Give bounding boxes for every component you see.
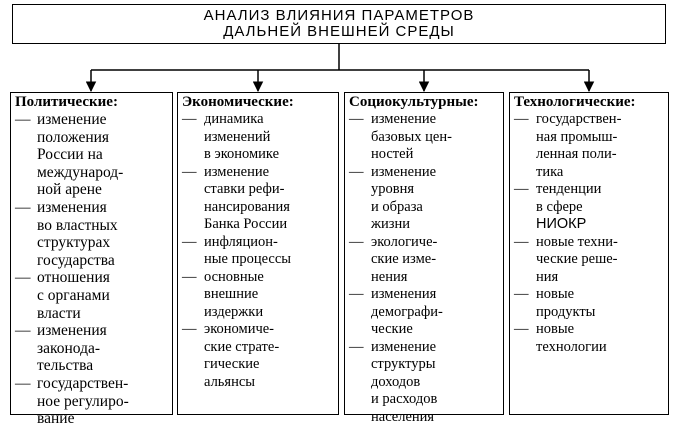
factor-item-line: базовых цен- (371, 128, 452, 145)
factor-item-line: структурах (37, 234, 111, 252)
factor-item-line: изменений (204, 128, 271, 145)
factor-item (182, 164, 335, 234)
factor-item (349, 111, 500, 164)
factor-item (182, 234, 335, 269)
factor-item-line: в сфере (536, 198, 583, 215)
factor-item (182, 321, 335, 391)
factor-item-line: — государствен- (536, 111, 622, 127)
column-heading: Технологические: (514, 94, 636, 110)
factor-item-line: ния (536, 268, 559, 285)
factor-item-line: — динамика (204, 111, 264, 127)
factor-item (514, 111, 665, 181)
factor-item-line: и образа (371, 198, 423, 215)
factor-item-line: международ- (37, 163, 124, 181)
factor-item (15, 269, 169, 322)
factor-item-line: — изменения (371, 286, 437, 302)
factor-item-line: положения (37, 128, 110, 146)
factor-item (349, 164, 500, 234)
factor-item-line: тельства (37, 357, 94, 375)
factor-item-line: гические (204, 356, 260, 372)
factor-item-line: — новые (536, 321, 575, 337)
factor-item-line: — изменения (37, 198, 107, 216)
factor-item (349, 234, 500, 287)
factor-item (182, 111, 335, 164)
factor-item-line: ное регулиро- (37, 392, 129, 410)
factor-item-line: Банка России (204, 216, 288, 232)
factor-item-line: государства (37, 251, 115, 269)
factor-item (15, 375, 169, 428)
factor-item-line: — изменение (37, 111, 107, 128)
factor-list (15, 111, 169, 428)
factor-item-line: доходов (371, 373, 421, 390)
factor-item-line: ческие (371, 321, 413, 337)
factor-list (349, 111, 500, 426)
factor-item-line: ные процессы (204, 251, 291, 267)
factor-item-line: ские страте- (204, 338, 280, 355)
factor-item (182, 269, 335, 322)
factor-item-line: жизни (371, 216, 411, 232)
diagram-title-line-1: АНАЛИЗ ВЛИЯНИЯ ПАРАМЕТРОВ (203, 7, 475, 24)
factor-item-line: — новые (536, 286, 575, 302)
factor-item-line: альянсы (204, 373, 256, 390)
factor-item-line: ческие реше- (536, 251, 618, 267)
factor-item (15, 322, 169, 375)
factor-list (514, 111, 665, 356)
factor-item-line: ностей (371, 146, 414, 162)
factor-item-line: — государствен- (37, 374, 129, 392)
factor-item (514, 181, 665, 234)
column-heading: Социокультурные: (349, 94, 479, 110)
factor-item-line: внешние (204, 286, 259, 302)
column-political (10, 92, 173, 428)
column-economic (177, 92, 339, 415)
factor-item (349, 339, 500, 427)
factor-item-line: ленная поли- (536, 146, 617, 162)
column-sociocultural (344, 92, 504, 425)
column-technological (509, 92, 669, 415)
factor-item-line: нения (371, 268, 408, 285)
factor-item-line: — тенденции (536, 181, 602, 197)
factor-item-line: тика (536, 163, 564, 180)
factor-item-line: — инфляцион- (204, 233, 278, 250)
factor-item-line: — основные (204, 268, 264, 285)
factor-item-line: технологии (536, 338, 607, 355)
factor-item-line: нансирования (204, 198, 290, 215)
factor-item (514, 321, 665, 356)
factor-item (15, 111, 169, 199)
factor-item-line: ной арене (37, 181, 102, 199)
factor-item-line: ная промыш- (536, 128, 618, 145)
factor-item-line: законода- (37, 339, 101, 357)
factor-item-line: — изменение (371, 338, 437, 355)
factor-item-line: — новые техни- (536, 233, 618, 250)
factor-item (514, 286, 665, 321)
factor-item-line: вание (37, 410, 75, 428)
factor-item-line: продукты (536, 303, 596, 320)
factor-item-line: власти (37, 304, 81, 322)
factor-item-line: ские изме- (371, 251, 437, 267)
factor-item-line: — изменение (371, 111, 437, 127)
factor-item-line: ставки рефи- (204, 181, 285, 197)
factor-item (349, 286, 500, 339)
column-heading: Экономические: (182, 94, 294, 110)
diagram-title-line-2: ДАЛЬНЕЙ ВНЕШНЕЙ СРЕДЫ (223, 23, 455, 40)
factor-item-line: — отношения (37, 269, 110, 287)
factor-item-line: населения (371, 408, 435, 425)
factor-item-line: НИОКР (536, 216, 587, 232)
factor-item-line: с органами (37, 286, 110, 304)
factor-item-line: — изменения (37, 322, 107, 340)
factor-item-line: во властных (37, 216, 118, 234)
factor-item-line: — изменение (204, 163, 270, 180)
factor-item-line: издержки (204, 303, 264, 320)
column-heading: Политические: (15, 94, 118, 110)
factor-item-line: — экономиче- (204, 321, 275, 337)
factor-item-line: и расходов (371, 391, 438, 407)
factor-item (514, 234, 665, 287)
factor-item-line: России на (37, 146, 103, 164)
factor-item-line: — изменение (371, 163, 437, 180)
factor-item-line: демографи- (371, 303, 443, 320)
factor-item (15, 199, 169, 269)
factor-item-line: структуры (371, 356, 436, 372)
factor-item-line: в экономике (204, 146, 280, 162)
factor-item-line: уровня (371, 181, 415, 197)
factor-item-line: — экологиче- (371, 233, 438, 250)
factor-list (182, 111, 335, 391)
